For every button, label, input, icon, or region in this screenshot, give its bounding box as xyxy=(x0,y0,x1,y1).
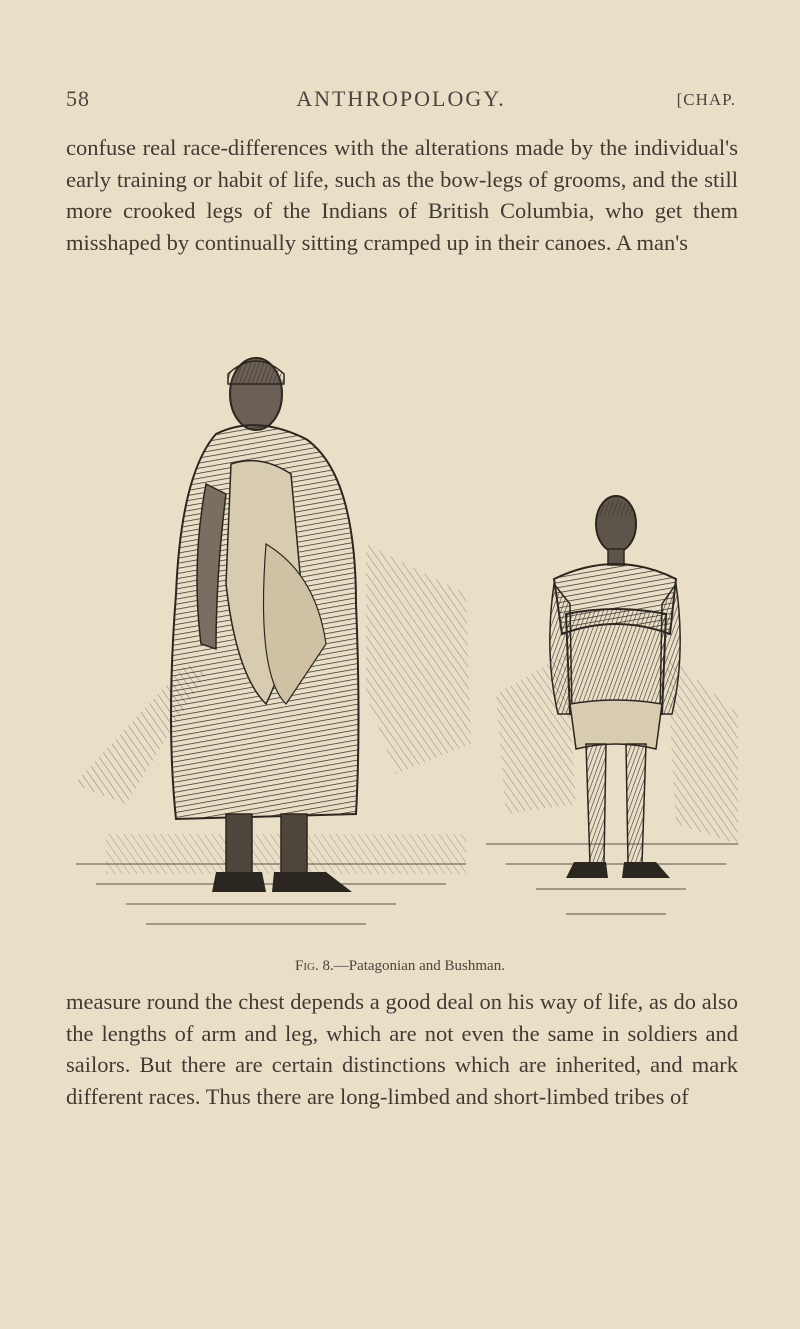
engraving-illustration xyxy=(66,344,738,944)
figure-caption xyxy=(0,958,800,975)
patagonian-figure xyxy=(171,358,359,892)
chapter-marker: [CHAP. xyxy=(676,90,736,109)
paragraph-top: confuse real race-differences with the alterations made by the individual's early training or habit of life, such as the bow-legs of grooms, and the still more crooked legs of the Indians of British Columbia, who get them misshaped by continually sitting cramped up in their canoes. A man's xyxy=(66,135,738,255)
paragraph-bottom: measure round the chest depends a good deal on his way of life, as do also the lengths of arm and leg, which are not even the same in soldiers and sailors. But there are certain distinctions which are inherited, and mark different races. Thus there are long-limbed and short-limbed tribes of xyxy=(66,989,738,1109)
bushman-figure xyxy=(550,496,680,878)
figure-illustration xyxy=(66,344,738,944)
figure-label: Fig. 8. xyxy=(295,958,334,974)
figure-caption-text: —Patagonian and Bushman. xyxy=(333,958,505,974)
page-number: 58 xyxy=(66,86,90,111)
page-header xyxy=(66,86,736,116)
running-title: ANTHROPOLOGY. xyxy=(296,86,506,111)
